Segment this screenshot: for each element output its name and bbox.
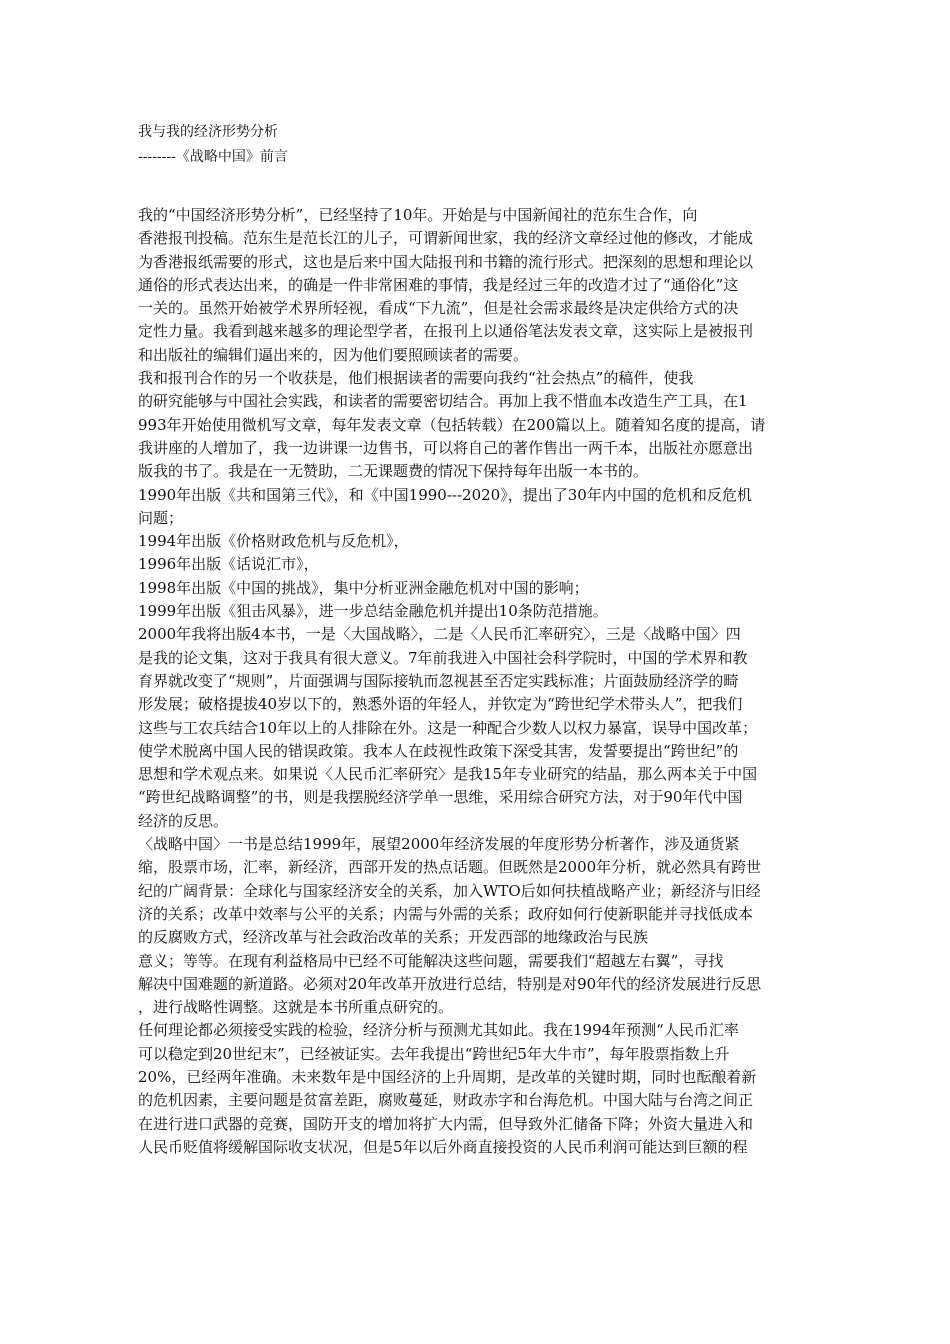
text-line: 〈战略中国〉一书是总结1999年，展望2000年经济发展的年度形势分析著作，涉及通货紧 [138,835,740,854]
text-line: 意义；等等。在现有利益格局中已经不可能解决这些问题，需要我们“超越左右翼”，寻找 [138,951,724,970]
text-line: 的研究能够与中国社会实践，和读者的需要密切结合。再加上我不惜血本改造生产工具，在1 [138,392,748,411]
text-line: 的危机因素，主要问题是贫富差距，腐败蔓延，财政赤字和台海危机。中国大陆与台湾之间正 [138,1091,754,1110]
text-line: 任何理论都必须接受实践的检验，经济分析与预测尤其如此。我在1994年预测“人民币汇率 [138,1021,739,1040]
text-line: 使学术脱离中国人民的错误政策。我本人在歧视性政策下深受其害，发誓要提出“跨世纪”的 [138,741,739,760]
text-line: 我和报刊合作的另一个收获是，他们根据读者的需要向我约“社会热点”的稿件，使我 [138,369,694,388]
text-line: 问题； [138,508,184,527]
text-line: 我讲座的人增加了，我一边讲课一边售书，可以将自己的著作售出一两千本，出版社亦愿意出 [138,438,754,457]
text-line: 人民币贬值将缓解国际收支状况，但是5年以后外商直接投资的人民币利润可能达到巨额的程 [138,1137,748,1156]
text-line: 我的“中国经济形势分析”，已经坚持了10年。开始是与中国新闻社的范东生合作，向 [138,206,698,224]
text-line: 经济的反思。 [138,811,229,830]
text-line: 定性力量。我看到越来越多的理论型学者，在报刊上以通俗笔法发表文章，这实际上是被报刊 [138,322,754,341]
text-line: 为香港报纸需要的形式，这也是后来中国大陆报刊和书籍的流行形式。把深刻的思想和理论以 [138,252,754,271]
document-page [138,120,838,1159]
text-line: 1999年出版《狙击风暴》，进一步总结金融危机并提出10条防范措施。 [138,602,608,621]
text-line: 可以稳定到20世纪末”，已经被证实。去年我提出“跨世纪5年大牛市”，每年股票指数上升 [138,1044,730,1063]
text-line: 是我的论文集，这对于我具有很大意义。7年前我进入中国社会科学院时，中国的学术界和教 [138,648,748,667]
document-title: 我与我的经济形势分析 [138,124,278,140]
text-line: 这些与工农兵结合10年以上的人排除在外。这是一种配合少数人以权力暴富，误导中国改革； [138,718,758,737]
text-line: 形发展；破格提拔40岁以下的，熟悉外语的年轻人，并钦定为“跨世纪学术带头人”，把我们 [138,695,743,714]
text-line: “跨世纪战略调整”的书，则是我摆脱经济学单一思维，采用综合研究方法，对于90年代中国 [138,788,743,807]
text-line: 在进行进口武器的竞赛，国防开支的增加将扩大内需，但导致外汇储备下降；外资大量进入和 [138,1114,754,1133]
text-line: 香港报刊投稿。范东生是范长江的儿子，可谓新闻世家，我的经济文章经过他的修改，才能成 [138,229,754,248]
document-body [138,204,838,1159]
text-line: 2000年我将出版4本书，一是〈大国战略〉，二是〈人民币汇率研究〉，三是〈战略中国〉四 [138,625,741,644]
text-line: 版我的书了。我是在一无赞助，二无课题费的情况下保持每年出版一本书的。 [138,462,649,481]
text-line: 的反腐败方式，经济改革与社会政治改革的关系；开发西部的地缘政治与民族 [138,928,649,947]
text-line: 济的关系；改革中效率与公平的关系；内需与外需的关系；政府如何行使新职能并寻找低成本 [138,904,754,923]
text-line: 1996年出版《话说汇市》， [138,555,319,574]
text-line: 20%，已经两年准确。未来数年是中国经济的上升周期，是改革的关键时期，同时也酝酿着新 [138,1067,757,1086]
text-line: ，进行战略性调整。这就是本书所重点研究的。 [138,998,454,1017]
text-line: 思想和学术观点来。如果说〈人民币汇率研究〉是我15年专业研究的结晶，那么两本关于中国 [138,765,758,784]
text-line: 缩，股票市场，汇率，新经济，西部开发的热点话题。但既然是2000年分析，就必然具有跨世 [138,858,762,877]
text-line: 育界就改变了“规则”，片面强调与国际接轨而忽视甚至否定实践标准；片面鼓励经济学的畸 [138,671,739,690]
text-line: 解决中国难题的新道路。必须对20年改革开放进行总结，特别是对90年代的经济发展进行反思 [138,974,762,993]
document-header [138,120,838,170]
text-line: 通俗的形式表达出来，的确是一件非常困难的事情，我是经过三年的改造才过了“通俗化”这 [138,275,739,294]
text-line: 1998年出版《中国的挑战》，集中分析亚洲金融危机对中国的影响； [138,578,589,597]
document-subtitle: --------《战略中国》前言 [138,149,288,165]
text-line: 1994年出版《价格财政危机与反危机》， [138,532,409,551]
text-line: 一关的。虽然开始被学术界所轻视，看成“下九流”，但是社会需求最终是决定供给方式的决 [138,299,739,318]
text-line: 和出版社的编辑们逼出来的，因为他们要照顾读者的需要。 [138,345,529,364]
text-line: 993年开始使用微机写文章，每年发表文章（包括转载）在200篇以上。随着知名度的提高，请 [138,415,766,434]
text-line: 1990年出版《共和国第三代》，和《中国1990---2020》，提出了30年内中国的危机和反危机 [138,485,752,504]
text-line: 纪的广阔背景：全球化与国家经济安全的关系，加入WTO后如何扶植战略产业；新经济与旧经 [138,881,761,900]
